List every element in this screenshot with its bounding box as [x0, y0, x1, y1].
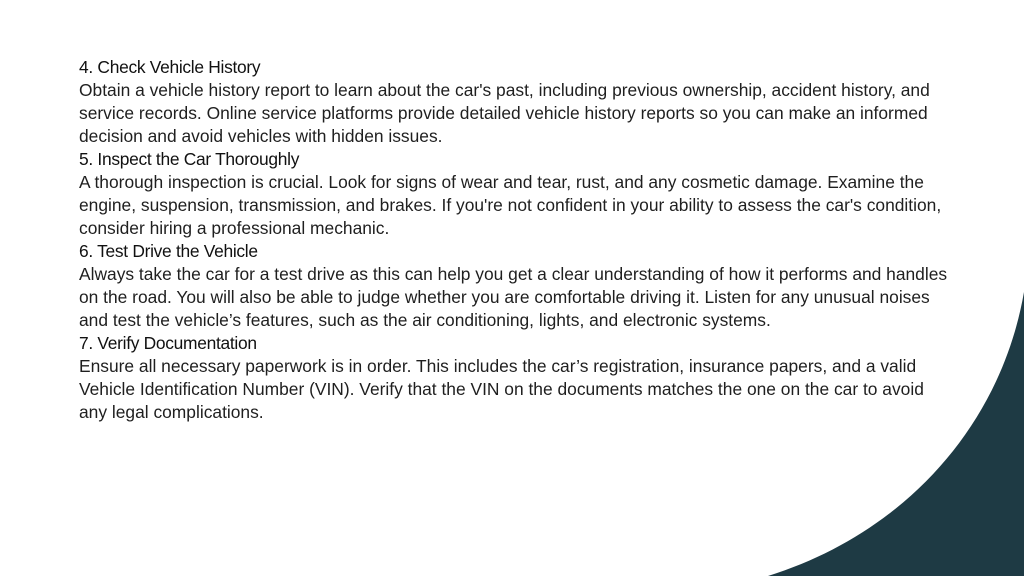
section-heading: 6. Test Drive the Vehicle — [79, 241, 258, 261]
section-body: Obtain a vehicle history report to learn about the car's past, including previous ownership, accident history, and service records. Online service platforms provide detailed vehicle history reports so you can make an informed decision and avoid vehicles with hidden issues. — [79, 80, 930, 146]
section-heading: 5. Inspect the Car Thoroughly — [79, 149, 300, 169]
section-heading: 7. Verify Documentation — [79, 333, 257, 353]
section-body: Always take the car for a test drive as this can help you get a clear understanding of how it performs and handles on the road. You will also be able to judge whether you are comfortable driving it. Listen for any unusual noises and test the vehicle’s features, such as the air conditioning, lights, and electronic systems. — [79, 264, 948, 330]
section-verify-documentation — [79, 332, 949, 424]
section-test-drive-vehicle — [79, 240, 949, 332]
section-heading: 4. Check Vehicle History — [79, 57, 261, 77]
section-body: Ensure all necessary paperwork is in order. This includes the car’s registration, insurance papers, and a valid Vehicle Identification Number (VIN). Verify that the VIN on the documents matches the one on the car to avoid any legal complications. — [79, 356, 924, 422]
section-inspect-car-thoroughly — [79, 148, 949, 240]
section-check-vehicle-history — [79, 56, 949, 148]
section-body: A thorough inspection is crucial. Look for signs of wear and tear, rust, and any cosmetic damage. Examine the engine, suspension, transmission, and brakes. If you're not confident in your ability to assess the car's condition, consider hiring a professional mechanic. — [79, 172, 942, 238]
article-content — [79, 56, 949, 424]
